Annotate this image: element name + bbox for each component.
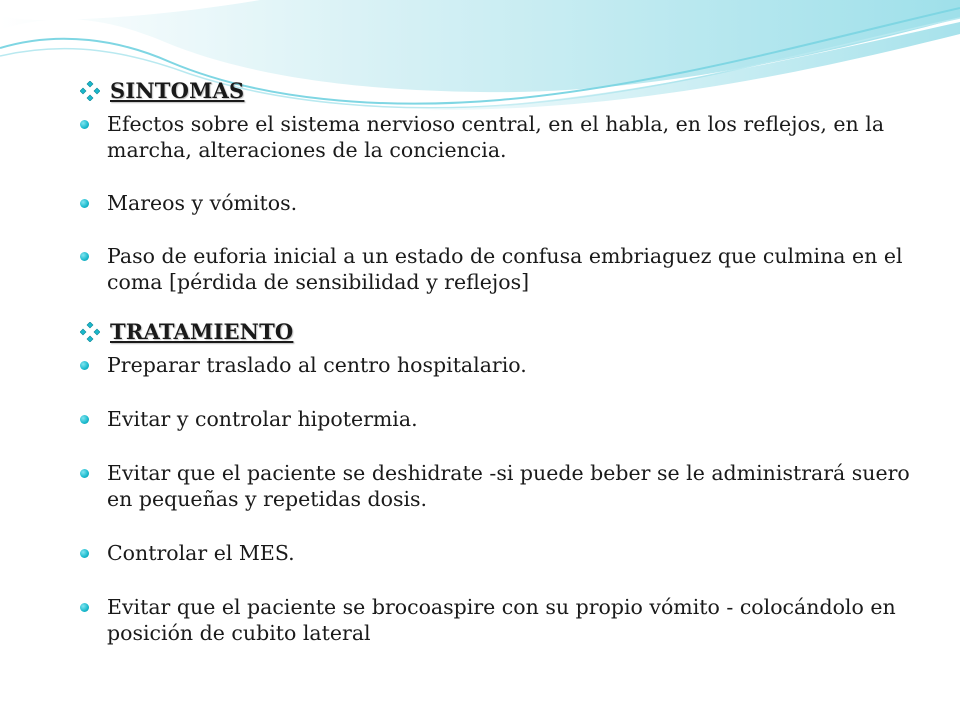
list-item-text: Mareos y vómitos.: [107, 191, 298, 215]
round-bullet-icon: [80, 549, 89, 558]
list-item: [80, 594, 920, 646]
diamond-bullet-icon: [80, 81, 100, 101]
list-item: [80, 460, 920, 512]
round-bullet-icon: [80, 415, 89, 424]
list-item-text: Evitar que el paciente se brocoaspire con su propio vómito - colocándolo en posición de cubito lateral: [107, 595, 896, 645]
list-item-text: Efectos sobre el sistema nervioso central, en el habla, en los reflejos, en la marcha, alteraciones de la conciencia.: [107, 112, 885, 162]
list-item: [80, 111, 920, 163]
list-item-text: Evitar que el paciente se deshidrate -si puede beber se le administrará suero en pequeñas y repetidas dosis.: [107, 461, 910, 511]
list-item-text: Preparar traslado al centro hospitalario.: [107, 353, 527, 377]
section-heading-tratamiento: [80, 319, 920, 344]
round-bullet-icon: [80, 120, 89, 129]
list-item: [80, 243, 920, 295]
list-item-text: Paso de euforia inicial a un estado de confusa embriaguez que culmina en el coma [pérdida de sensibilidad y reflejos]: [107, 244, 903, 294]
list-item: [80, 406, 920, 432]
slide-content: [80, 78, 920, 646]
section-heading-text: TRATAMIENTO: [110, 319, 294, 344]
round-bullet-icon: [80, 469, 89, 478]
section-heading-sintomas: [80, 78, 920, 103]
list-item: [80, 352, 920, 378]
round-bullet-icon: [80, 252, 89, 261]
list-item: [80, 190, 920, 216]
diamond-bullet-icon: [80, 322, 100, 342]
section-heading-text: SINTOMAS: [110, 78, 245, 103]
list-item: [80, 540, 920, 566]
round-bullet-icon: [80, 199, 89, 208]
round-bullet-icon: [80, 603, 89, 612]
round-bullet-icon: [80, 361, 89, 370]
list-item-text: Controlar el MES.: [107, 541, 295, 565]
list-item-text: Evitar y controlar hipotermia.: [107, 407, 418, 431]
